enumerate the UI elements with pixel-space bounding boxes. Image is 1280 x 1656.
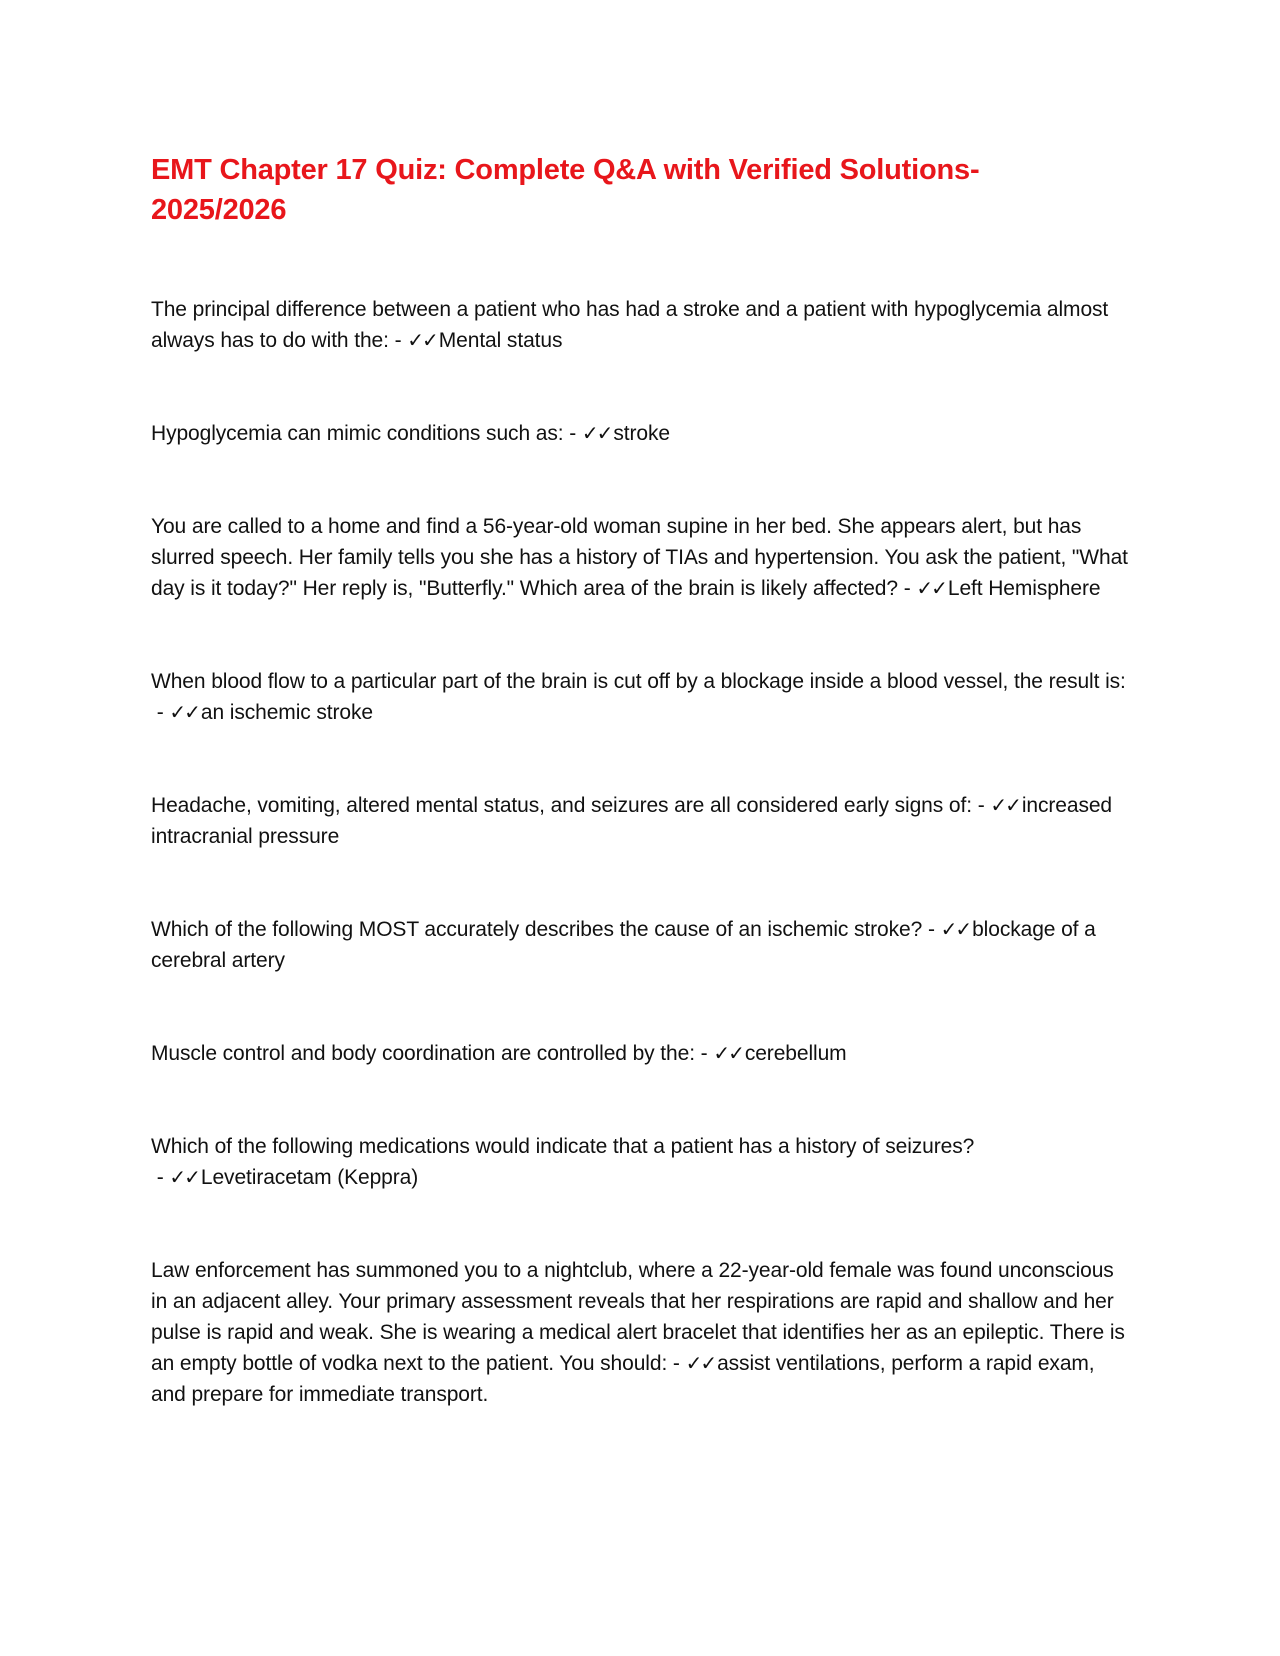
qa-list — [151, 294, 1131, 1410]
qa-item — [151, 790, 1131, 852]
answer-text: an ischemic stroke — [200, 701, 373, 724]
check-mark-icon: ✓✓ — [713, 1041, 743, 1065]
separator: - — [922, 918, 941, 941]
check-mark-icon: ✓✓ — [916, 576, 946, 600]
question-text: Which of the following MOST accurately describes the cause of an ischemic stroke? — [151, 918, 923, 941]
qa-item — [151, 294, 1131, 356]
qa-item — [151, 666, 1131, 728]
question-text: Hypoglycemia can mimic conditions such as: — [151, 422, 564, 445]
question-text: Muscle control and body coordination are controlled by the: — [151, 1042, 695, 1065]
separator: - — [563, 422, 582, 445]
check-mark-icon: ✓✓ — [940, 917, 971, 941]
question-text: Law enforcement has summoned you to a nightclub, where a 22-year-old female was found unconscious in an adjacent alley. Your primary assessment reveals that her respirations are rapid and shallow and her pulse is rapid and weak. She is wearing a medical alert bracelet that identifies her as an epileptic. There is an empty bottle of vodka next to the patient. You should: — [151, 1259, 1125, 1375]
document-content — [151, 150, 1131, 1472]
qa-item — [151, 1255, 1131, 1410]
separator: - — [151, 701, 170, 724]
question-text: When blood flow to a particular part of the brain is cut off by a blockage inside a blood vessel, the result is: — [151, 670, 1126, 693]
answer-text: Left Hemisphere — [947, 577, 1101, 600]
qa-item — [151, 418, 1131, 449]
answer-text: Mental status — [438, 329, 563, 352]
check-mark-icon: ✓✓ — [169, 1165, 199, 1189]
separator: - — [388, 329, 408, 352]
separator: - — [667, 1352, 686, 1375]
separator: - — [971, 794, 991, 817]
question-text: Headache, vomiting, altered mental status, and seizures are all considered early signs of: — [151, 794, 972, 817]
check-mark-icon: ✓✓ — [169, 700, 199, 724]
qa-item — [151, 511, 1131, 604]
question-text: Which of the following medications would indicate that a patient has a history of seizures? — [151, 1135, 975, 1158]
check-mark-icon: ✓✓ — [685, 1351, 716, 1375]
answer-text: assist ventilations, perform a rapid exam, and prepare for immediate transport. — [151, 1352, 1095, 1406]
separator: - — [151, 1166, 170, 1189]
answer-text: Levetiracetam (Keppra) — [200, 1166, 419, 1189]
qa-item — [151, 1131, 1131, 1193]
qa-item — [151, 1038, 1131, 1069]
check-mark-icon: ✓✓ — [581, 421, 612, 445]
answer-text: cerebellum — [744, 1042, 847, 1065]
document-title: EMT Chapter 17 Quiz: Complete Q&A with Verified Solutions-2025/2026 — [151, 154, 980, 226]
answer-text: increased intracranial pressure — [151, 794, 1112, 848]
answer-text: blockage of a cerebral artery — [151, 918, 1096, 972]
separator: - — [897, 577, 917, 600]
question-text: The principal difference between a patient who has had a stroke and a patient with hypoglycemia almost always has to do with the: — [151, 298, 1109, 352]
check-mark-icon: ✓✓ — [990, 793, 1020, 817]
qa-item — [151, 914, 1131, 976]
question-text: You are called to a home and find a 56-year-old woman supine in her bed. She appears alert, but has slurred speech. Her family tells you she has a history of TIAs and hypertension. You ask the patient, "What day is it today?" Her reply is, "Butterfly." Which area of the brain is likely affected? — [151, 515, 1128, 600]
check-mark-icon: ✓✓ — [407, 328, 437, 352]
separator: - — [694, 1042, 714, 1065]
answer-text: stroke — [613, 422, 670, 445]
